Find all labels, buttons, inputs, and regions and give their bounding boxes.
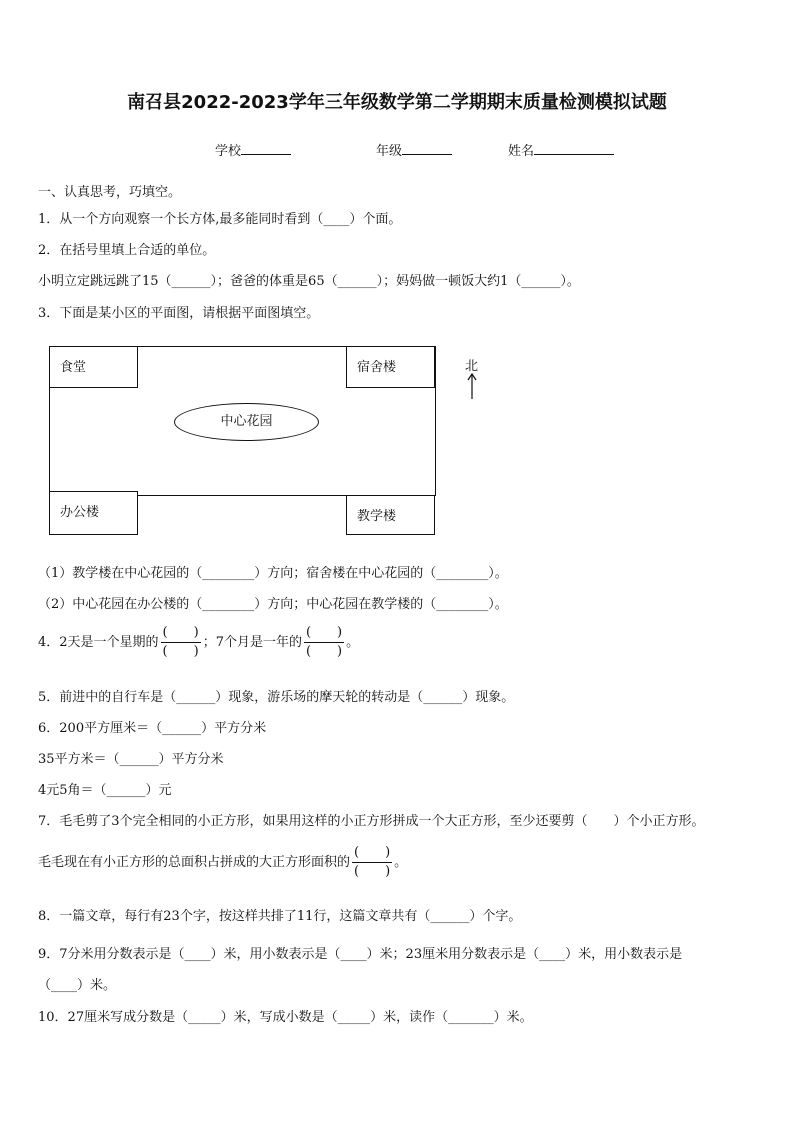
office-label: 办公楼 <box>60 505 100 520</box>
question-6c: 4元5角＝（______）元 <box>38 783 172 798</box>
name-field <box>508 140 614 159</box>
grade-label: 年级 <box>376 144 403 159</box>
canteen-label: 食堂 <box>60 360 87 375</box>
question-5: 5．前进中的自行车是（______）现象，游乐场的摩天轮的转动是（______）现象。 <box>38 690 515 705</box>
name-blank[interactable] <box>534 142 614 155</box>
question-1: 1．从一个方向观察一个长方体,最多能同时看到（____）个面。 <box>38 212 402 227</box>
question-7: 7．毛毛剪了3个完全相同的小正方形，如果用这样的小正方形拼成一个大正方形，至少还要剪（ ）个小正方形。 <box>38 814 705 829</box>
fraction-numerator[interactable]: ( ) <box>304 624 344 643</box>
q7b-prefix: 毛毛现在有小正方形的总面积占拼成的大正方形面积的 <box>38 855 351 870</box>
fraction-numerator[interactable]: ( ) <box>161 624 201 643</box>
question-2: 2．在括号里填上合适的单位。 <box>38 243 216 258</box>
grade-field <box>376 140 452 159</box>
page-title: 南召县2022-2023学年三年级数学第二学期期末质量检测模拟试题 <box>127 92 667 113</box>
question-3-1: （1）教学楼在中心花园的（________）方向；宿舍楼在中心花园的（________）。 <box>38 566 508 581</box>
q4-fraction-2 <box>304 624 344 661</box>
fraction-numerator[interactable]: ( ) <box>352 844 392 863</box>
question-3: 3．下面是某小区的平面图，请根据平面图填空。 <box>38 306 320 321</box>
question-9a: 9．7分米用分数表示是（____）米，用小数表示是（____）米；23厘米用分数表示是（____）米，用小数表示是 <box>38 947 683 962</box>
fraction-denominator[interactable]: ( ) <box>354 864 391 879</box>
section-heading: 一、认真思考，巧填空。 <box>38 185 182 200</box>
grade-blank[interactable] <box>402 142 452 155</box>
fraction-denominator[interactable]: ( ) <box>305 644 343 659</box>
dorm-label: 宿舍楼 <box>357 360 397 375</box>
garden-label: 中心花园 <box>220 414 273 429</box>
north-label: 北 <box>465 359 479 374</box>
teaching-label: 教学楼 <box>357 509 397 524</box>
school-label: 学校 <box>215 144 242 159</box>
question-6b: 35平方米＝（______）平方分米 <box>38 752 224 767</box>
q4-suffix: 。 <box>346 635 360 650</box>
garden-ellipse <box>174 403 319 441</box>
canteen-box <box>49 346 138 388</box>
dorm-box <box>346 346 435 388</box>
question-2-line: 小明立定跳远跳了15（______）；爸爸的体重是65（______）；妈妈做一顿饭大约1（______）。 <box>38 274 580 289</box>
question-8: 8．一篇文章，每行有23个字，按这样共排了11行，这篇文章共有（______）个字。 <box>38 909 522 924</box>
q7b-fraction <box>352 844 392 881</box>
school-field <box>215 140 291 159</box>
teaching-box <box>346 495 435 535</box>
q4-fraction-1 <box>161 624 201 661</box>
question-10: 10．27厘米写成分数是（_____）米，写成小数是（_____）米，读作（_______）米。 <box>38 1010 533 1025</box>
name-label: 姓名 <box>508 144 535 159</box>
q7b-suffix: 。 <box>394 855 408 870</box>
school-blank[interactable] <box>241 142 291 155</box>
q4-prefix: 4．2天是一个星期的 <box>38 635 159 650</box>
question-6a: 6．200平方厘米＝（______）平方分米 <box>38 721 267 736</box>
fraction-denominator[interactable]: ( ) <box>162 644 199 659</box>
north-arrow-icon <box>466 372 478 400</box>
q4-mid: ；7个月是一年的 <box>202 635 302 650</box>
question-4 <box>38 624 359 661</box>
office-box <box>49 491 138 535</box>
question-3-2: （2）中心花园在办公楼的（________）方向；中心花园在教学楼的（________）。 <box>38 597 508 612</box>
question-7b <box>38 844 407 881</box>
question-9b: （____）米。 <box>38 978 117 993</box>
